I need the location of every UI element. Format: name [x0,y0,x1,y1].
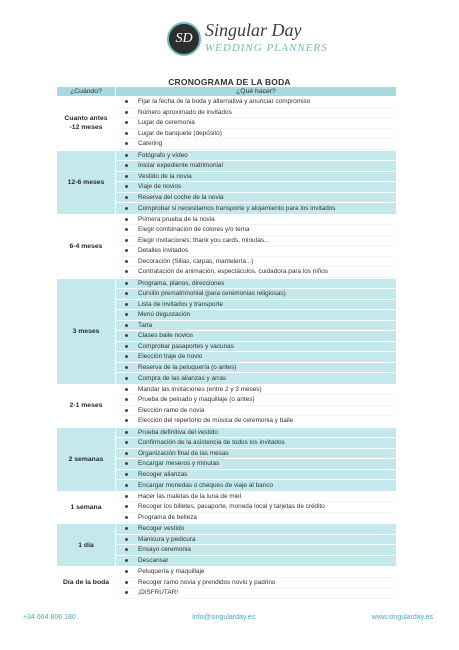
bullet-icon [125,388,128,391]
bullet-icon [125,185,128,188]
task-text: Clases baile novios [138,332,194,340]
stage-row [57,151,396,215]
bullet-icon [125,366,128,369]
task-item [116,588,396,599]
bullet-icon [125,303,128,306]
task-text: Detalles invitados [138,247,189,255]
task-item [116,502,396,513]
bullet-icon [125,431,128,434]
task-item [116,406,396,417]
bullet-icon [125,409,128,412]
monogram-badge: SD [167,22,201,56]
task-item [116,342,396,353]
bullet-icon [125,249,128,252]
task-text: Elegir invitaciones; thank you cards, minutas... [138,236,270,244]
stage-when-label: 3 meses [57,279,116,384]
bullet-icon [125,260,128,263]
stage-when-label: 12-6 meses [57,151,116,214]
bullet-icon [125,218,128,221]
task-text: Prueba definitiva del vestido [138,428,218,436]
bullet-icon [125,175,128,178]
bullet-icon [125,196,128,199]
bullet-icon [125,441,128,444]
task-text: Viaje de novios [138,183,182,191]
task-item [116,470,396,481]
bullet-icon [125,419,128,422]
task-text: Comprobar pasaportes y vacunas [138,342,234,350]
task-item [116,480,396,491]
stage-when-label: 6-4 meses [57,215,116,278]
task-item [116,246,396,257]
document-title: CRONOGRAMA DE LA BODA [168,77,291,87]
bullet-icon [125,570,128,573]
task-item [116,321,396,332]
task-item [116,578,396,589]
task-item [116,545,396,556]
stage-row [57,97,396,151]
task-item [116,289,396,300]
task-text: Contratación de animación, espectáculos, cuidadora para los niños [138,268,329,276]
task-item [116,236,396,247]
bullet-icon [125,324,128,327]
task-item [116,172,396,183]
bullet-icon [125,228,128,231]
stage-when-label: Cuanto antes -12 meses [57,97,116,150]
bullet-icon [125,538,128,541]
task-item [116,193,396,204]
task-text: Compra de las alianzas y arras [138,374,227,382]
task-text: ¡DISFRUTAR! [138,589,178,597]
task-text: Descansar [138,557,169,565]
task-item [116,257,396,268]
task-text: Elección traje de novio [138,353,203,361]
task-text: Elegir combinación de colores y/o tema [138,226,250,234]
stage-row [57,428,396,492]
header-when: ¿Cuándo? [57,87,116,97]
bullet-icon [125,142,128,145]
task-text: Decoración (Sillas, carpas, mantelería...) [138,257,254,265]
timeline-table [57,87,396,600]
bullet-icon [125,505,128,508]
task-text: Tarta [138,321,153,329]
task-text: Mandar las invitaciones (entre 2 y 3 meses) [138,385,262,393]
task-item [116,513,396,524]
task-text: Ensayo ceremonia [138,546,191,554]
task-text: Lista de invitados y transporte [138,300,223,308]
task-item [116,449,396,460]
task-text: Iniciar expediente matrimonial [138,162,223,170]
bullet-icon [125,100,128,103]
bullet-icon [125,452,128,455]
bullet-icon [125,282,128,285]
stage-task-list [116,567,396,599]
task-item [116,108,396,119]
task-item [116,161,396,172]
task-text: Lugar de banquete (depósito) [138,129,222,137]
bullet-icon [125,591,128,594]
task-text: Catering [138,140,163,148]
task-item [116,215,396,226]
stage-list [57,97,396,600]
task-text: Programa de belleza [138,513,197,521]
stage-row [57,279,396,385]
task-item [116,331,396,342]
task-text: Recoger los billetes, pasaporte, moneda local y tarjetas de crédito [138,503,325,511]
task-item [116,151,396,162]
task-item [116,524,396,535]
task-item [116,556,396,567]
task-item [116,267,396,278]
task-text: Lugar de ceremonia [138,119,195,127]
task-text: Fotógrafo y vídeo [138,151,188,159]
task-text: Número aproximado de invitados [138,108,232,116]
stage-row [57,524,396,567]
task-item [116,535,396,546]
task-text: Encargar meseros y minutas [138,460,220,468]
task-text: Manicura y pedicura [138,535,196,543]
task-item [116,225,396,236]
stage-row [57,385,396,428]
task-item [116,182,396,193]
task-text: Organización final de las mesas [138,449,229,457]
task-item [116,385,396,396]
bullet-icon [125,164,128,167]
bullet-icon [125,581,128,584]
brand-name: Singular Day [205,20,302,40]
task-text: Reserva del coche de la novia [138,193,224,201]
table-header-row [57,87,396,97]
task-item [116,395,396,406]
bullet-icon [125,207,128,210]
task-text: Comprobar si necesitamos transporte y alojamiento para los invitados [138,204,336,212]
task-item [116,129,396,140]
stage-task-list [116,492,396,524]
stage-task-list [116,151,396,214]
task-text: Recoger vestido [138,525,185,533]
task-item [116,373,396,384]
bullet-icon [125,484,128,487]
bullet-icon [125,548,128,551]
bullet-icon [125,516,128,519]
bullet-icon [125,270,128,273]
stage-task-list [116,428,396,491]
task-item [116,118,396,129]
bullet-icon [125,121,128,124]
task-item [116,203,396,214]
footer-phone: +34 664 806 180 [23,614,76,621]
bullet-icon [125,239,128,242]
task-text: Primera prueba de la novia [138,215,215,223]
bullet-icon [125,559,128,562]
task-item [116,492,396,503]
stage-task-list [116,279,396,384]
bullet-icon [125,345,128,348]
task-item [116,567,396,578]
header-what: ¿Qué hacer? [116,87,396,97]
stage-when-label: 1 día [57,524,116,566]
bullet-icon [125,292,128,295]
stage-when-label: Día de la boda [57,567,116,599]
bullet-icon [125,154,128,157]
task-text: Encargar monedas o cheques de viaje al banco [138,481,274,489]
stage-when-label: 2 semanas [57,428,116,491]
task-item [116,97,396,108]
bullet-icon [125,398,128,401]
task-text: Confirmación de la asistencia de todos los invitados [138,439,285,447]
task-text: Elección ramo de novia [138,406,205,414]
task-text: Prueba de peinado y maquillaje (o antes) [138,396,255,404]
task-text: Fijar la fecha de la boda y alternativa y anunciar compromiso [138,98,311,106]
stage-task-list [116,524,396,566]
task-text: Cursillo prematrimonial (para ceremonias religiosas) [138,290,286,298]
brand-logo [167,20,328,64]
task-item [116,428,396,439]
task-text: Recoger alianzas [138,470,188,478]
stage-row [57,492,396,525]
bullet-icon [125,132,128,135]
task-item [116,416,396,427]
task-text: Recoger ramo novia y prendidos novio y padrino [138,578,276,586]
task-item [116,279,396,290]
bullet-icon [125,527,128,530]
stage-task-list [116,97,396,150]
task-text: Peluquería y maquillaje [138,568,205,576]
task-item [116,363,396,374]
footer-website[interactable]: www.singularday.es [371,614,433,621]
footer-email[interactable]: info@singularday.es [192,614,256,621]
stage-when-label: 1 semana [57,492,116,524]
task-item [116,352,396,363]
bullet-icon [125,473,128,476]
stage-row [57,215,396,279]
stage-task-list [116,215,396,278]
task-text: Reserva de la peluquería (o antes) [138,363,237,371]
task-item [116,300,396,311]
task-item [116,438,396,449]
task-text: Vestido de la novia [138,172,192,180]
bullet-icon [125,355,128,358]
task-text: Elección del repertorio de música de ceremonia y baile [138,417,294,425]
task-text: Hacer las maletas de la luna de miel [138,492,242,500]
task-text: Programa, planos, direcciones [138,279,225,287]
bullet-icon [125,377,128,380]
task-item [116,310,396,321]
bullet-icon [125,462,128,465]
page-footer [23,614,433,621]
bullet-icon [125,334,128,337]
task-item [116,139,396,150]
bullet-icon [125,313,128,316]
stage-row [57,567,396,600]
task-text: Menú degustación [138,311,191,319]
task-item [116,459,396,470]
bullet-icon [125,495,128,498]
bullet-icon [125,111,128,114]
brand-tagline: WEDDING PLANNERS [205,42,328,54]
stage-task-list [116,385,396,427]
stage-when-label: 2-1 meses [57,385,116,427]
